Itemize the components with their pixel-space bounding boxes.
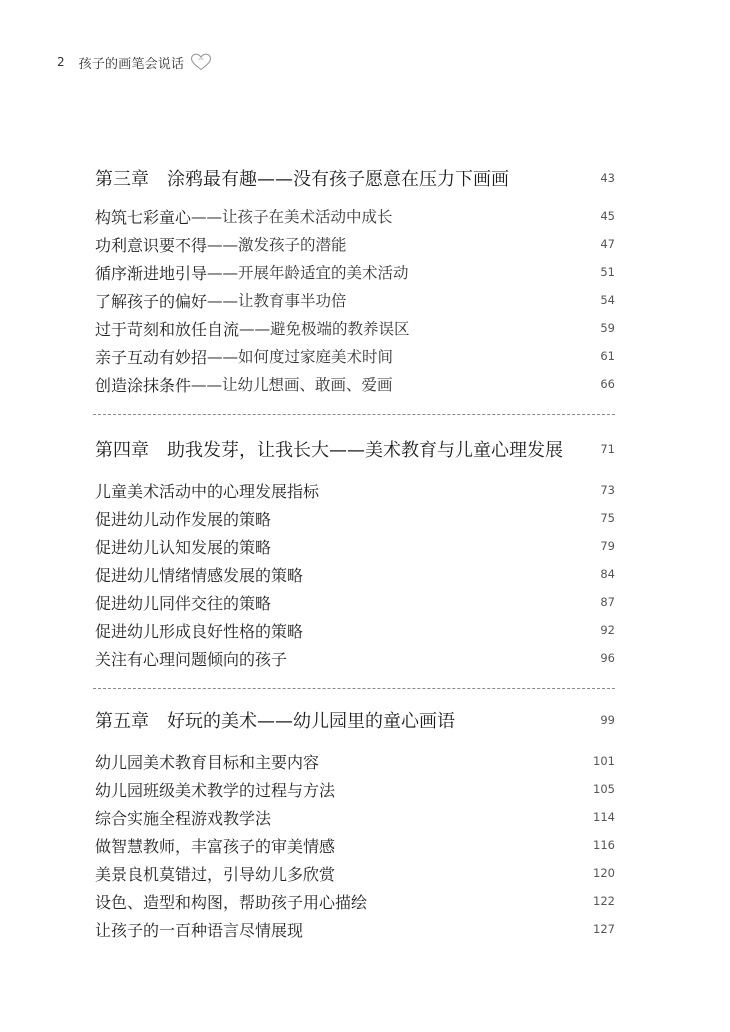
entry-title: 过于苛刻和放任自流 [95, 319, 240, 339]
toc-entry [95, 588, 615, 616]
toc-entry [95, 230, 615, 258]
entry-title: 美景良机莫错过，引导幼儿多欣赏 [95, 864, 336, 884]
entry-page-number: 54 [600, 293, 615, 307]
entry-page-number: 75 [600, 511, 615, 525]
entry-title: 促进幼儿情绪情感发展的策略 [95, 565, 304, 585]
entry-page-number: 127 [593, 922, 615, 936]
heart-icon [190, 53, 212, 71]
entry-title: 促进幼儿动作发展的策略 [95, 509, 272, 529]
toc-entry [95, 915, 615, 943]
toc-entry [95, 859, 615, 887]
entry-page-number: 45 [600, 209, 615, 223]
toc-entry [95, 616, 615, 644]
entry-title: 做智慧教师，丰富孩子的审美情感 [95, 836, 336, 856]
entry-title: 促进幼儿形成良好性格的策略 [95, 621, 304, 641]
entry-page-number: 122 [593, 894, 615, 908]
entry-subtitle: ——开展年龄适宜的美术活动 [207, 264, 409, 282]
entry-subtitle: ——让孩子在美术活动中成长 [191, 208, 393, 226]
chapter-4-section [95, 435, 615, 672]
entry-page-number: 47 [600, 237, 615, 251]
toc-entry [95, 803, 615, 831]
toc-entry [95, 747, 615, 775]
entry-page-number: 96 [600, 651, 615, 665]
chapter-page-number: 99 [600, 713, 615, 727]
entry-title: 幼儿园美术教育目标和主要内容 [95, 752, 320, 772]
chapter-5-section [95, 706, 615, 943]
toc-entry [95, 286, 615, 314]
toc-entry [95, 342, 615, 370]
chapter-page-number: 43 [600, 171, 615, 185]
chapter-heading [95, 164, 615, 192]
toc-entry [95, 644, 615, 672]
entry-page-number: 61 [600, 349, 615, 363]
entry-title: 综合实施全程游戏教学法 [95, 808, 272, 828]
entry-page-number: 114 [593, 810, 615, 824]
entry-subtitle: ——避免极端的教养误区 [239, 320, 410, 338]
entry-title: 儿童美术活动中的心理发展指标 [95, 481, 320, 501]
entry-title: 设色、造型和构图，帮助孩子用心描绘 [95, 892, 368, 912]
toc-entry [95, 560, 615, 588]
entry-page-number: 51 [600, 265, 615, 279]
entry-page-number: 59 [600, 321, 615, 335]
entry-title: 亲子互动有妙招 [95, 347, 208, 367]
entry-page-number: 73 [600, 483, 615, 497]
toc-entry [95, 504, 615, 532]
entry-subtitle: ——激发孩子的潜能 [207, 236, 347, 254]
entry-title: 功利意识要不得 [95, 235, 208, 255]
toc-entry [95, 258, 615, 286]
entry-subtitle: ——让幼儿想画、敢画、爱画 [191, 376, 393, 394]
toc-entry [95, 831, 615, 859]
entry-title: 关注有心理问题倾向的孩子 [95, 649, 288, 669]
toc-entry [95, 775, 615, 803]
entry-page-number: 84 [600, 567, 615, 581]
chapter-title: 好玩的美术——幼儿园里的童心画语 [167, 711, 455, 732]
toc-entry [95, 476, 615, 504]
chapter-title: 涂鸦最有趣——没有孩子愿意在压力下画画 [167, 169, 509, 190]
running-header [57, 51, 212, 73]
chapter-label: 第五章 [95, 711, 149, 732]
toc-entry [95, 370, 615, 398]
chapter-heading [95, 435, 615, 463]
chapter-title: 助我发芽，让我长大——美术教育与儿童心理发展 [167, 440, 563, 461]
header-page-number: 2 [57, 55, 65, 69]
entry-page-number: 92 [600, 623, 615, 637]
toc-entry [95, 887, 615, 915]
chapter-heading [95, 706, 615, 734]
entry-title: 促进幼儿认知发展的策略 [95, 537, 272, 557]
chapter-page-number: 71 [600, 442, 615, 456]
entry-title: 促进幼儿同伴交往的策略 [95, 593, 272, 613]
entry-subtitle: ——让教育事半功倍 [207, 292, 347, 310]
chapter-label: 第三章 [95, 169, 149, 190]
chapter-3-section [95, 164, 615, 398]
entry-page-number: 120 [593, 866, 615, 880]
entry-page-number: 79 [600, 539, 615, 553]
entry-title: 幼儿园班级美术教学的过程与方法 [95, 780, 336, 800]
section-divider [93, 688, 615, 689]
entry-page-number: 116 [593, 838, 615, 852]
header-book-title: 孩子的画笔会说话 [78, 56, 185, 72]
entry-title: 循序渐进地引导 [95, 263, 208, 283]
entry-page-number: 101 [593, 754, 615, 768]
entry-title: 构筑七彩童心 [95, 207, 192, 227]
entry-page-number: 105 [593, 782, 615, 796]
entry-title: 了解孩子的偏好 [95, 291, 208, 311]
toc-entry [95, 202, 615, 230]
chapter-label: 第四章 [95, 440, 149, 461]
entry-page-number: 87 [600, 595, 615, 609]
entry-subtitle: ——如何度过家庭美术时间 [207, 348, 394, 366]
toc-entry [95, 314, 615, 342]
entry-title: 创造涂抹条件 [95, 375, 192, 395]
toc-entry [95, 532, 615, 560]
section-divider [93, 414, 615, 415]
entry-page-number: 66 [600, 377, 615, 391]
entry-title: 让孩子的一百种语言尽情展现 [95, 920, 304, 940]
